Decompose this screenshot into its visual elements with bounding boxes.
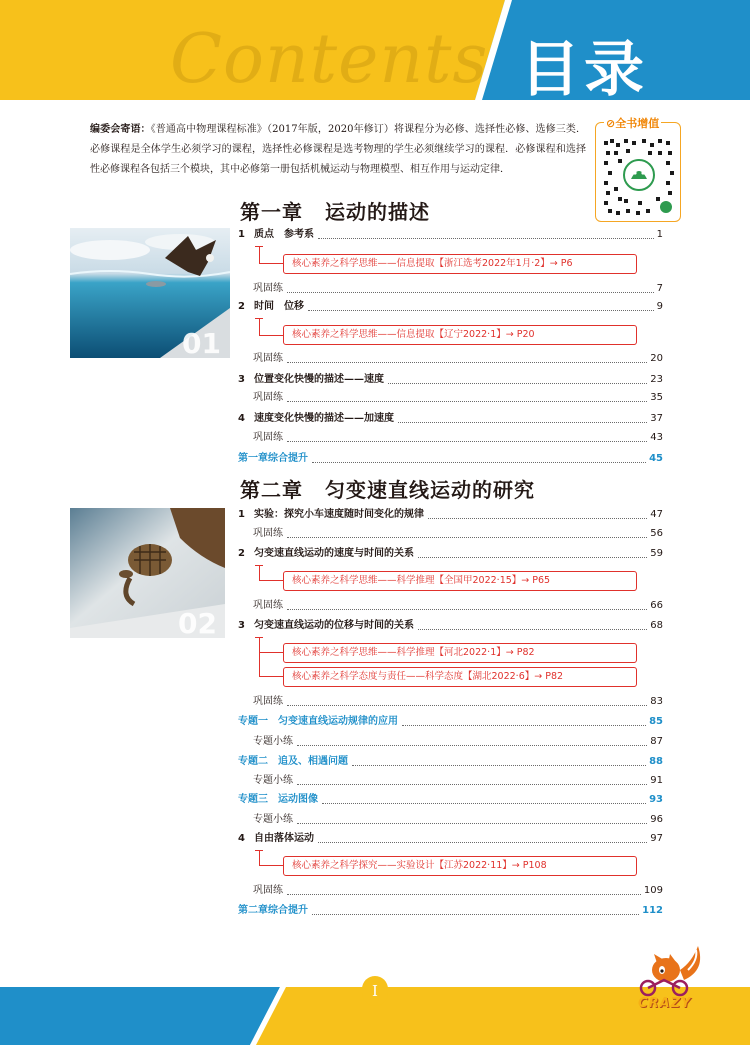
toc-exercise[interactable]: 巩固练 66	[253, 600, 663, 611]
toc-topic-1[interactable]: 专题一 匀变速直线运动规律的应用 85	[238, 716, 663, 727]
intro-text: 《普通高中物理课程标准》（2017年版，2020年修订）将课程分为必修、选择性必修、选修三类．必修课程是全体学生必须学习的课程，选择性必修课程是选考物理的学生必须继续学习的课程．必修课程和选择性必修课程各包括三个模块，其中必修第一册包括机械运动与物理模型、相互作用与运动定律．	[90, 124, 586, 175]
page-number-badge: I	[362, 976, 388, 1006]
core-literacy-link[interactable]: 核心素养之科学探究——实验设计【江苏2022·11】→ P108	[283, 856, 637, 876]
chapter1-eagle-image	[70, 228, 230, 358]
toc-exercise[interactable]: 巩固练 43	[253, 432, 663, 443]
toc-entry-2-1[interactable]: 1 实验：探究小车速度随时间变化的规律 47	[238, 509, 663, 520]
toc-topic-3[interactable]: 专题三 运动图像 93	[238, 794, 663, 805]
toc-entry-1-3[interactable]: 3 位置变化快慢的描述——速度 23	[238, 374, 663, 385]
toc-entry-1-2[interactable]: 2 时间 位移 9	[238, 301, 663, 312]
toc-exercise[interactable]: 巩固练 20	[253, 353, 663, 364]
toc-entry-1-4[interactable]: 4 速度变化快慢的描述——加速度 37	[238, 413, 663, 424]
contents-watermark: Contents	[170, 20, 489, 99]
core-literacy-link[interactable]: 核心素养之科学思维——信息提取【浙江选考2022年1月·2】→ P6	[283, 254, 637, 274]
qr-code-icon	[602, 137, 676, 217]
toc-entry-1-1[interactable]: 1 质点 参考系 1	[238, 229, 663, 240]
chapter1-review[interactable]: 第一章综合提升 45	[238, 453, 663, 464]
qr-label: ⊘全书增值	[606, 117, 660, 130]
toc-exercise[interactable]: 巩固练 83	[253, 696, 663, 707]
page-number: 1	[656, 229, 663, 240]
chapter2-review[interactable]: 第二章综合提升 112	[238, 905, 663, 916]
core-literacy-link[interactable]: 核心素养之科学思维——科学推理【河北2022·1】→ P82	[283, 643, 637, 663]
toc-topic-2[interactable]: 专题二 追及、相遇问题 88	[238, 756, 663, 767]
toc-topic-practice[interactable]: 专题小练 96	[253, 814, 663, 825]
toc-entry-2-2[interactable]: 2 匀变速直线运动的速度与时间的关系 59	[238, 548, 663, 559]
core-literacy-link[interactable]: 核心素养之科学思维——信息提取【辽宁2022·1】→ P20	[283, 325, 637, 345]
toc-entry-2-4[interactable]: 4 自由落体运动 97	[238, 833, 663, 844]
toc-exercise[interactable]: 巩固练 56	[253, 528, 663, 539]
chapter2-image-number: 02	[178, 607, 217, 638]
toc-topic-practice[interactable]: 专题小练 91	[253, 775, 663, 786]
chapter2-title: 第二章 匀变速直线运动的研究	[240, 478, 535, 502]
toc-exercise[interactable]: 巩固练 7	[253, 283, 663, 294]
toc-exercise[interactable]: 巩固练 109	[253, 885, 663, 896]
core-literacy-link[interactable]: 核心素养之科学态度与责任——科学态度【湖北2022·6】→ P82	[283, 667, 637, 687]
qr-code-box[interactable]	[595, 117, 681, 222]
toc-topic-practice[interactable]: 专题小练 87	[253, 736, 663, 747]
chapter1-title: 第一章 运动的描述	[240, 200, 430, 224]
chapter2-turtle-image	[70, 508, 225, 638]
mascot-label: CRAZY	[638, 996, 692, 1011]
editorial-intro	[90, 120, 586, 180]
page-title: 目录	[520, 35, 648, 105]
fox-mascot-icon	[636, 940, 706, 998]
toc-exercise[interactable]: 巩固练 35	[253, 392, 663, 403]
intro-lead: 编委会寄语：	[90, 124, 151, 135]
toc-entry-2-3[interactable]: 3 匀变速直线运动的位移与时间的关系 68	[238, 620, 663, 631]
core-literacy-link[interactable]: 核心素养之科学思维——科学推理【全国甲2022·15】→ P65	[283, 571, 637, 591]
chapter1-image-number: 01	[182, 327, 221, 358]
